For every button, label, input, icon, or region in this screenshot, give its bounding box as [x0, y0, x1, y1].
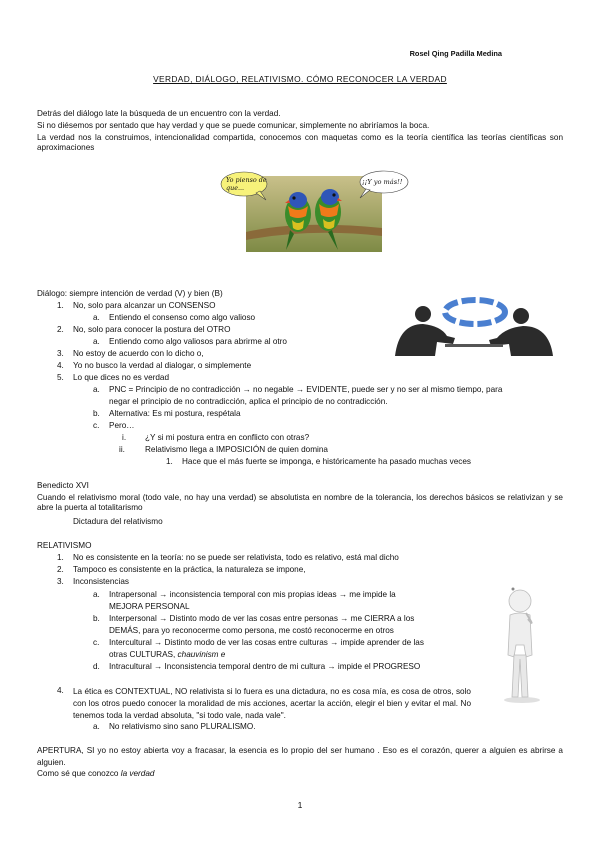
pero-ii-text: Relativismo llega a IMPOSICIÓN de quien domina: [145, 445, 328, 454]
dialogo-item-1a: Entiendo el consenso como algo valioso: [109, 313, 256, 322]
relativismo-item-3: Inconsistencias: [73, 577, 129, 586]
dialogo-num-2: 2.: [57, 325, 64, 334]
alternativa-text: Alternativa: Es mi postura, respétala: [109, 409, 241, 418]
inconsistencia-a-line-1: Intrapersonal → inconsistencia temporal con mis propias ideas → me impide la: [109, 590, 396, 599]
pluralismo-num: a.: [93, 722, 100, 731]
pluralismo-text: No relativismo sino sano PLURALISMO.: [109, 722, 256, 731]
pero-text: Pero…: [109, 421, 135, 430]
dialogo-num-3: 3.: [57, 349, 64, 358]
pnc-num: a.: [93, 385, 100, 394]
como-se-text: Como sé que conozco: [37, 769, 121, 778]
relativismo-num-3: 3.: [57, 577, 64, 586]
person-right: [489, 308, 553, 356]
dialogo-heading: Diálogo: siempre intención de verdad (V) y bien (B): [37, 289, 223, 298]
relativismo-num-1: 1.: [57, 553, 64, 562]
pero-ii-num: ii.: [119, 445, 125, 454]
inconsistencia-d-line-1: Intracultural → Inconsistencia temporal dentro de mi cultura → impide el PROGRESO: [109, 662, 421, 671]
dictadura-text: Dictadura del relativismo: [73, 517, 163, 526]
dialogue-illustration: [385, 294, 563, 356]
dialogo-num-1: 1.: [57, 301, 64, 310]
pero-ii-1-num: 1.: [166, 457, 173, 466]
dialogo-item-2a: Entiendo como algo valiosos para abrirme al otro: [109, 337, 287, 346]
relativismo-num-2: 2.: [57, 565, 64, 574]
alternativa-num: b.: [93, 409, 100, 418]
benedicto-heading: Benedicto XVI: [37, 481, 89, 490]
dialogo-num-1a: a.: [93, 313, 100, 322]
apertura-text: APERTURA, SI yo no estoy abierta voy a fracasar, la esencia es lo propio del ser humano . Eso es el corazón, querer a alguien es abrirse a alguien.: [37, 746, 563, 767]
inconsistencia-c-num: c.: [93, 638, 100, 647]
dialogo-item-5: Lo que dices no es verdad: [73, 373, 170, 382]
bubble-right-text: ¡¡Y yo más!!: [362, 178, 403, 186]
dialogo-num-4: 4.: [57, 361, 64, 370]
intro-line-1: Detrás del diálogo late la búsqueda de un encuentro con la verdad.: [37, 109, 281, 118]
pero-i-text: ¿Y si mi postura entra en conflicto con otras?: [145, 433, 310, 442]
relativismo-num-4: 4.: [57, 686, 64, 695]
page-title: VERDAD, DIÁLOGO, RELATIVISMO. CÓMO RECONOCER LA VERDAD: [153, 74, 447, 84]
como-se-line: [37, 769, 154, 779]
relativismo-item-1: No es consistente en la teoría: no se puede ser relativista, todo es relativo, está mal dicho: [73, 553, 399, 562]
pero-num: c.: [93, 421, 100, 430]
pero-ii-1-text: Hace que el más fuerte se imponga, e históricamente ha pasado muchas veces: [182, 457, 471, 466]
relativismo-item-4: La ética es CONTEXTUAL, NO relativista si lo fuera es una dictadura, no es cosa mía, es cosa de otros, solo con los otros puedo conocer la moralidad de mis acciones, acertar la acción, elegir el bien y evitar el mal. No tenemos toda la verdad absoluta, "si todo vale, nada vale".: [73, 687, 471, 720]
dialogo-item-1: No, solo para alcanzar un CONSENSO: [73, 301, 216, 310]
chauvinisme-word: chauvinism e: [177, 650, 226, 659]
inconsistencia-a-num: a.: [93, 590, 100, 599]
inconsistencia-c-line-2a: otras CULTURAS,: [109, 650, 178, 659]
inconsistencia-c-line-1: Intercultural → Distinto modo de ver las cosas entre culturas → impide aprender de las: [109, 638, 424, 647]
page-number: 1: [297, 800, 303, 810]
intro-line-3: La verdad nos la construimos, intencionalidad compartida, conocemos con maquetas como es la teoría científica las teorías científicas son aproximaciones: [37, 133, 563, 152]
dialogo-num-2a: a.: [93, 337, 100, 346]
dialogo-item-3: No estoy de acuerdo con lo dicho o,: [73, 349, 204, 358]
pero-i-num: i.: [122, 433, 127, 442]
pnc-line-2: negar el principio de no contradicción, aplica el principio de no contradicción.: [109, 397, 388, 406]
dialogo-num-5: 5.: [57, 373, 64, 382]
pnc-line-1: PNC = Principio de no contradicción → no negable → EVIDENTE, puede ser y no ser al mismo tiempo, para: [109, 385, 503, 394]
benedicto-text: Cuando el relativismo moral (todo vale, no hay una verdad) se absolutista en nombre de la tolerancia, los derechos básicos se relativizan y se abre la puerta al totalitarismo: [37, 493, 563, 512]
thinking-person-illustration: [490, 585, 550, 705]
inconsistencia-a-line-2: MEJORA PERSONAL: [109, 602, 190, 611]
inconsistencia-c-line-2: [109, 650, 225, 660]
inconsistencia-b-line-2: DEMÁS, para yo reconocerme como persona, me costó reconocerme en otros: [109, 626, 394, 635]
inconsistencia-b-num: b.: [93, 614, 100, 623]
la-verdad-text: la verdad: [120, 769, 155, 778]
author-name: Rosel Qing Padilla Medina: [409, 49, 502, 58]
relativismo-heading: RELATIVISMO: [37, 541, 92, 550]
dialogue-ring: [445, 300, 505, 324]
bubble-left-text: Yo pienso de que...: [226, 176, 267, 192]
dialogo-item-4: Yo no busco la verdad al dialogar, o simplemente: [73, 361, 252, 370]
dialogo-item-2: No, solo para conocer la postura del OTRO: [73, 325, 231, 334]
relativismo-item-2: Tampoco es consistente en la práctica, la naturaleza se impone,: [73, 565, 306, 574]
inconsistencia-d-num: d.: [93, 662, 100, 671]
intro-line-2: Si no diésemos por sentado que hay verdad y que se puede comunicar, simplemente no abriríamos la boca.: [37, 121, 430, 130]
inconsistencia-b-line-1: Interpersonal → Distinto modo de ver las cosas entre personas → me CIERRA a los: [109, 614, 415, 623]
